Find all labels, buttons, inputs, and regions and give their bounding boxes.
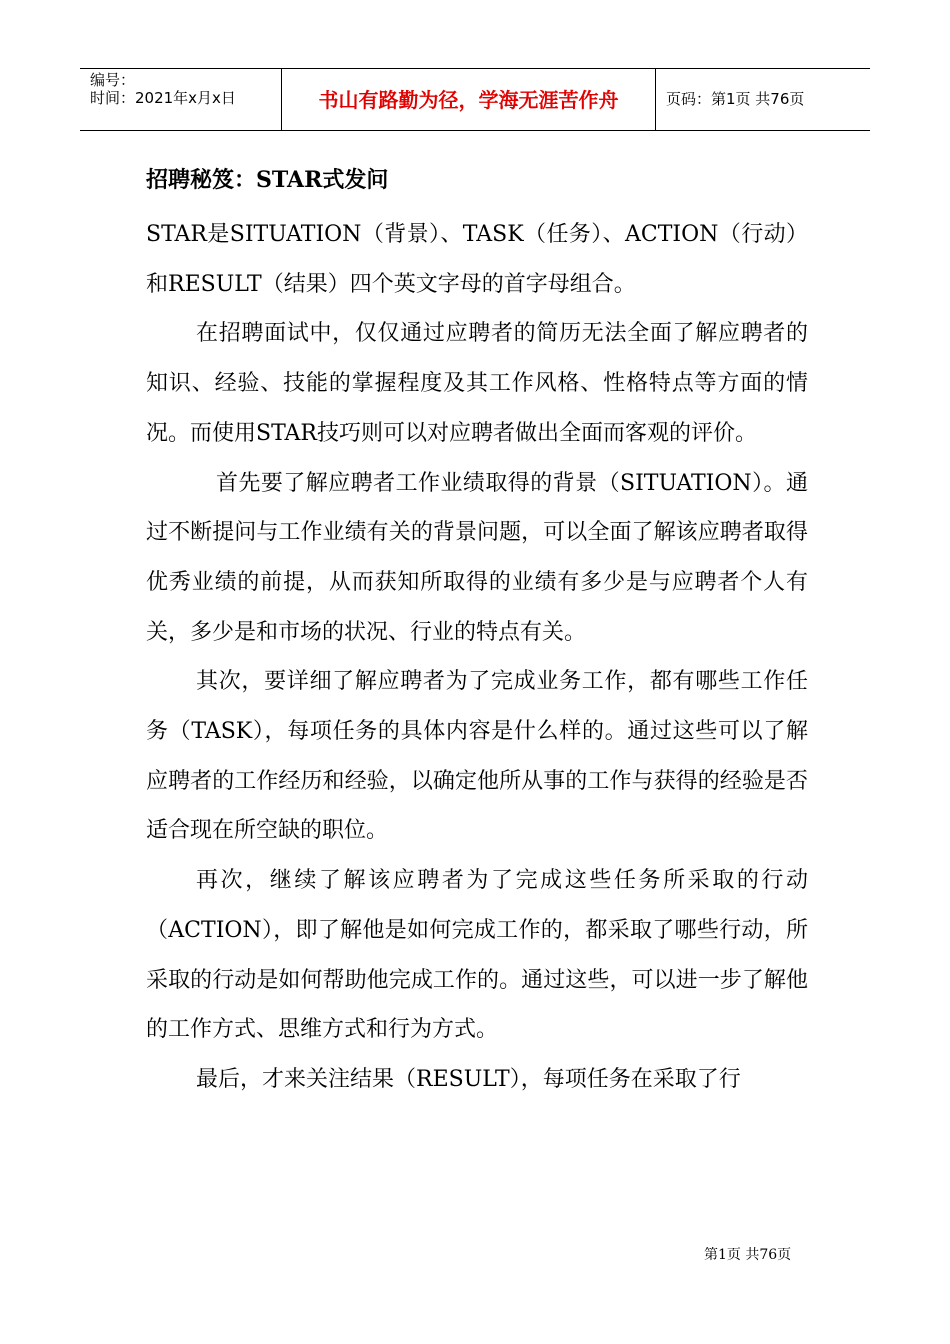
page-footer: 第1页 共76页 bbox=[704, 1247, 792, 1263]
header-motto: 书山有路勤为径，学海无涯苦作舟 bbox=[318, 88, 619, 112]
paragraph: STAR是SITUATION（背景）、TASK（任务）、ACTION（行动）和RESULT（结果）四个英文字母的首字母组合。 bbox=[146, 222, 808, 297]
paragraph: 最后，才来关注结果（RESULT），每项任务在采取了行 bbox=[196, 1066, 741, 1092]
article-title: 招聘秘笈：STAR式发问 bbox=[146, 167, 389, 193]
paragraph: 再次，继续了解该应聘者为了完成这些任务所采取的行动（ACTION），即了解他是如何完成工作的，都采取了哪些行动，所采取的行动是如何帮助他完成工作的。通过这些，可以进一步了解他的工作方式、思维方式和行为方式。 bbox=[146, 868, 808, 1043]
header-motto-cell bbox=[282, 69, 656, 130]
paragraph: 首先要了解应聘者工作业绩取得的背景（SITUATION）。通过不断提问与工作业绩有关的背景问题，可以全面了解该应聘者取得优秀业绩的前提，从而获知所取得的业绩有多少是与应聘者个人有关，多少是和市场的状况、行业的特点有关。 bbox=[146, 470, 808, 645]
document-number-label: 编号： bbox=[90, 71, 136, 89]
paragraph: 在招聘面试中，仅仅通过应聘者的简历无法全面了解应聘者的知识、经验、技能的掌握程度及其工作风格、性格特点等方面的情况。而使用STAR技巧则可以对应聘者做出全面而客观的评价。 bbox=[146, 321, 808, 446]
paragraph: 其次，要详细了解应聘者为了完成业务工作，都有哪些工作任务（TASK），每项任务的具体内容是什么样的。通过这些可以了解应聘者的工作经历和经验，以确定他所从事的工作与获得的经验是否适合现在所空缺的职位。 bbox=[146, 669, 808, 844]
document-header bbox=[80, 68, 870, 131]
header-meta-cell bbox=[80, 69, 282, 130]
header-page-cell bbox=[656, 69, 870, 130]
document-date: 时间：2021年x月x日 bbox=[90, 89, 236, 107]
header-page-info: 页码：第1页 共76页 bbox=[666, 90, 805, 108]
article-body bbox=[146, 210, 808, 1105]
